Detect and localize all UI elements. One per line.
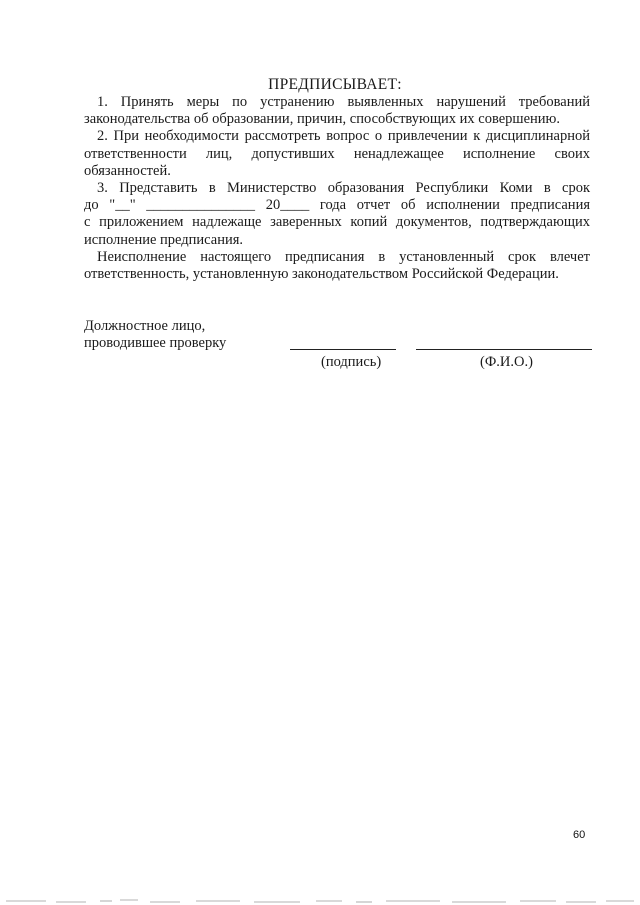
section-heading: ПРЕДПИСЫВАЕТ: (268, 76, 402, 93)
page-number: 60 (573, 829, 586, 841)
instructions-body (84, 94, 590, 283)
full-name-line (416, 349, 592, 350)
instruction-paragraph-1: 1. Принять меры по устранению выявленных нарушений требований законодательства об образовании, причин, способствующих их совершению. (84, 94, 590, 128)
instruction-paragraph-2: 2. При необходимости рассмотреть вопрос о привлечении к дисциплинарной ответственности лиц, допустивших ненадлежащее исполнение своих обязанностей. (84, 128, 590, 179)
official-label-line-1: Должностное лицо, (84, 318, 206, 334)
instruction-paragraph-3-deadline-line: до "__" _______________ 20____ года отчет об исполнении предписания (84, 197, 590, 214)
instruction-paragraph-4: Неисполнение настоящего предписания в установленный срок влечет ответственность, установленную законодательством Российской Федерации. (84, 248, 590, 283)
signature-block (84, 318, 594, 378)
full-name-caption: (Ф.И.О.) (480, 354, 533, 370)
signature-caption: (подпись) (321, 354, 382, 370)
scan-edge-artifact (0, 898, 640, 904)
instruction-paragraph-3-rest: с приложением надлежаще заверенных копий документов, подтверждающих исполнение предписания. (84, 214, 590, 248)
official-label-line-2: проводившее проверку (84, 335, 227, 352)
signature-line (290, 349, 396, 350)
instruction-paragraph-3-line-1: 3. Представить в Министерство образования Республики Коми в срок (97, 180, 590, 197)
